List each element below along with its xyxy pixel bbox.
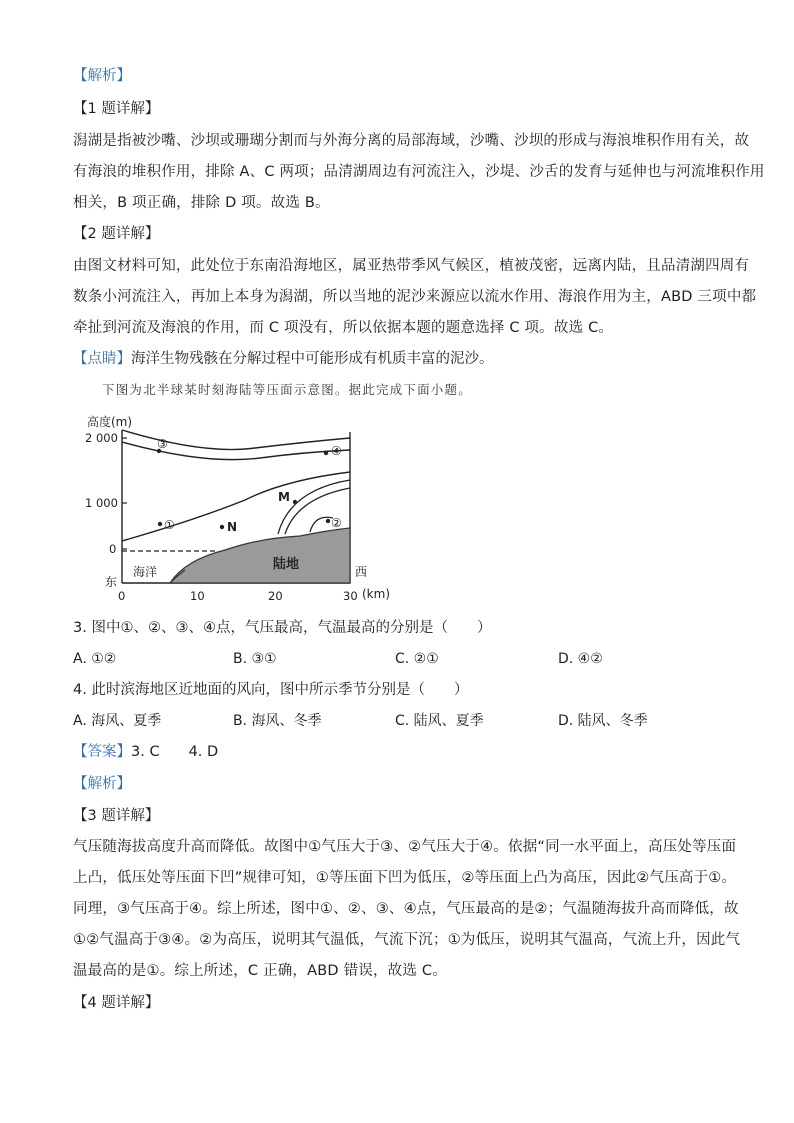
q2-text-line: 数条小河流注入，再加上本身为潟湖，所以当地的泥沙来源应以流水作用、海浪作用为主，ABD 三项中都 bbox=[73, 289, 757, 305]
q1-text-line: 相关，B 项正确，排除 D 项。故选 B。 bbox=[73, 195, 330, 211]
tip-text: 海洋生物残骸在分解过程中可能形成有机质丰富的泥沙。 bbox=[131, 351, 494, 367]
tip-line bbox=[73, 349, 733, 369]
point-1-label: ① bbox=[164, 518, 175, 532]
land-shape bbox=[170, 528, 350, 583]
q2-detail-heading: 【2 题详解】 bbox=[73, 226, 160, 242]
point-2-label: ② bbox=[331, 516, 342, 530]
q4-detail-heading: 【4 题详解】 bbox=[73, 995, 160, 1011]
point-4-label: ④ bbox=[331, 444, 342, 458]
q4-stem: 4. 此时滨海地区近地面的风向，图中所示季节分别是（ ） bbox=[73, 682, 469, 698]
q2-text-line: 由图文材料可知，此处位于东南沿海地区，属亚热带季风气候区，植被茂密，远离内陆，且品清湖四周有 bbox=[73, 258, 750, 274]
land-label: 陆地 bbox=[273, 557, 300, 572]
y-tick-label: 0 bbox=[109, 542, 117, 556]
answer-label: 【答案】 bbox=[73, 744, 131, 760]
q1-text-line: 潟湖是指被沙嘴、沙坝或珊瑚分割而与外海分离的局部海域，沙嘴、沙坝的形成与海浪堆积作用有关，故 bbox=[73, 133, 750, 149]
q3-text-line: 上凸，低压处等压面下凹”规律可知，①等压面下凹为低压，②等压面上凸为高压，因此②气压高于①。 bbox=[73, 870, 737, 886]
analysis-heading: 【解析】 bbox=[73, 776, 131, 792]
q3-text-line: 同理，③气压高于④。综上所述，图中①、②、③、④点，气压最高的是②；气温随海拔升高而降低，故 bbox=[73, 901, 739, 917]
x-axis-unit: (km) bbox=[362, 587, 391, 601]
point-m-label: M bbox=[278, 490, 290, 504]
tip-label: 【点睛】 bbox=[73, 351, 131, 367]
point-3-label: ③ bbox=[157, 437, 168, 451]
west-label: 西 bbox=[355, 565, 368, 579]
isobar-figure bbox=[85, 410, 415, 610]
x-tick-label: 30 bbox=[343, 589, 358, 603]
q2-text-line: 牵扯到河流及海浪的作用，而 C 项没有，所以依据本题的题意选择 C 项。故选 C。 bbox=[73, 320, 614, 336]
q3-text-line: ①②气温高于③④。②为高压，说明其气温低，气流下沉；①为低压，说明其气温高，气流上升，因此气 bbox=[73, 932, 741, 948]
q1-detail-heading: 【1 题详解】 bbox=[73, 101, 160, 117]
q3-detail-heading: 【3 题详解】 bbox=[73, 808, 160, 824]
q3-option-d: D. ④② bbox=[558, 651, 603, 667]
answer-line bbox=[73, 742, 733, 762]
q3-text-line: 温最高的是①。综上所述，C 正确，ABD 错误，故选 C。 bbox=[73, 963, 447, 979]
q3-option-a: A. ①② bbox=[73, 651, 117, 667]
point-n-label: N bbox=[227, 520, 238, 534]
analysis-heading: 【解析】 bbox=[73, 68, 131, 84]
q4-option-d: D. 陆风、冬季 bbox=[558, 713, 648, 729]
q3-text-line: 气压随海拔高度升高而降低。故图中①气压大于③、②气压大于④。依据“同一水平面上，高压处等压面 bbox=[73, 839, 737, 855]
y-axis-title: 高度(m) bbox=[87, 415, 133, 429]
east-label: 东 bbox=[105, 575, 118, 589]
q4-option-c: C. 陆风、夏季 bbox=[395, 713, 484, 729]
x-tick-label: 10 bbox=[190, 589, 205, 603]
q4-option-b: B. 海风、冬季 bbox=[233, 713, 322, 729]
answer-text: 3. C 4. D bbox=[131, 744, 219, 760]
x-tick-label: 20 bbox=[268, 589, 283, 603]
q3-option-b: B. ③① bbox=[233, 651, 277, 667]
q4-option-a: A. 海风、夏季 bbox=[73, 713, 162, 729]
q1-text-line: 有海浪的堆积作用，排除 A、C 两项；品清湖周边有河流注入，沙堤、沙舌的发育与延伸也与河流堆积作用 bbox=[73, 164, 765, 180]
q3-option-c: C. ②① bbox=[395, 651, 439, 667]
y-tick-label: 1 000 bbox=[85, 496, 118, 510]
figure-intro: 下图为北半球某时刻海陆等压面示意图。据此完成下面小题。 bbox=[102, 382, 472, 397]
q3-stem: 3. 图中①、②、③、④点，气压最高，气温最高的分别是（ ） bbox=[73, 620, 492, 636]
x-tick-label: 0 bbox=[118, 589, 126, 603]
y-tick-label: 2 000 bbox=[85, 431, 118, 445]
ocean-label: 海洋 bbox=[133, 565, 158, 579]
